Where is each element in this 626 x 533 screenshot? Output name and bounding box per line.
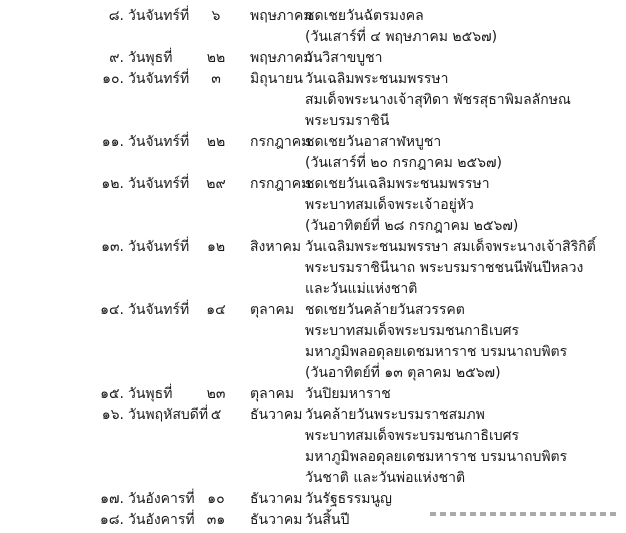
entry-month: พฤษภาคม: [250, 8, 313, 24]
entry-description-line: วันสิ้นปี: [305, 512, 350, 528]
holiday-entry: [0, 491, 626, 512]
entry-weekday: วันพุธที่: [128, 50, 173, 66]
entry-description-line: พระบาทสมเด็จพระบรมชนกาธิเบศร: [305, 323, 520, 339]
holiday-entry: [0, 71, 626, 134]
holiday-entry: [0, 386, 626, 407]
entry-weekday: วันจันทร์ที่: [128, 302, 190, 318]
holiday-entry: [0, 50, 626, 71]
entry-month: กรกฎาคม: [250, 134, 311, 150]
holiday-entry: [0, 134, 626, 176]
entry-description-line: ชดเชยวันฉัตรมงคล: [305, 8, 424, 24]
entry-number: ๑๓.: [101, 239, 124, 255]
entry-month: ธันวาคม: [250, 491, 303, 507]
holiday-entry: [0, 8, 626, 50]
entry-month: ธันวาคม: [250, 512, 303, 528]
entry-date: ๒๓: [206, 386, 226, 402]
entry-number: ๑๖.: [101, 407, 124, 423]
holiday-entry: [0, 302, 626, 386]
entry-number: ๙.: [109, 50, 124, 66]
entry-weekday: วันจันทร์ที่: [128, 71, 190, 87]
entry-month: กรกฎาคม: [250, 176, 311, 192]
entry-number: ๑๐.: [102, 71, 124, 87]
entry-number: ๑๔.: [100, 302, 124, 318]
entry-weekday: วันจันทร์ที่: [128, 8, 190, 24]
entry-date: ๑๔: [206, 302, 226, 318]
entry-weekday: วันพฤหัสบดีที่: [128, 407, 209, 423]
entry-description-line: วันเฉลิมพระชนมพรรษา: [305, 71, 449, 87]
holiday-entry: [0, 176, 626, 239]
entry-description-line: พระบรมราชินีนาถ พระบรมราชชนนีพันปีหลวง: [305, 260, 584, 276]
entry-date: ๖: [211, 8, 221, 24]
entry-description-line: วันชาติ และวันพ่อแห่งชาติ: [305, 470, 466, 486]
scan-artifact: [430, 512, 620, 516]
entry-number: ๑๕.: [100, 386, 124, 402]
entry-date: ๑๒: [206, 239, 226, 255]
entry-weekday: วันอังคารที่: [128, 491, 195, 507]
entry-weekday: วันอังคารที่: [128, 512, 195, 528]
entry-description-line: วันรัฐธรรมนูญ: [305, 491, 392, 507]
entry-date: ๒๒: [206, 50, 226, 66]
entry-description-line: วันเฉลิมพระชนมพรรษา สมเด็จพระนางเจ้าสิริกิติ์: [305, 239, 596, 255]
entry-description-line: วันปิยมหาราช: [305, 386, 391, 402]
entry-description-line: สมเด็จพระนางเจ้าสุทิดา พัชรสุธาพิมลลักษณ: [305, 92, 571, 108]
entry-description-line: ชดเชยวันอาสาฬหบูชา: [305, 134, 442, 150]
entry-description-line: ชดเชยวันเฉลิมพระชนมพรรษา: [305, 176, 490, 192]
entry-description-line: วันวิสาขบูชา: [305, 50, 383, 66]
entry-date: ๒๒: [206, 134, 226, 150]
entry-description-line: (วันเสาร์ที่ ๔ พฤษภาคม ๒๕๖๗): [305, 29, 498, 45]
holiday-entry: [0, 239, 626, 302]
entry-date: ๒๙: [206, 176, 226, 192]
entry-number: ๑๗.: [100, 491, 124, 507]
entry-weekday: วันจันทร์ที่: [128, 176, 190, 192]
entry-month: ธันวาคม: [250, 407, 303, 423]
entry-description-line: (วันอาทิตย์ที่ ๑๓ ตุลาคม ๒๕๖๗): [305, 365, 501, 381]
entry-number: ๘.: [108, 8, 124, 24]
entry-description-line: ชดเชยวันคล้ายวันสวรรคต: [305, 302, 465, 318]
entry-description-line: มหาภูมิพลอดุลยเดชมหาราช บรมนาถบพิตร: [305, 449, 568, 465]
entry-description-line: พระบรมราชินี: [305, 113, 390, 129]
entry-description-line: (วันเสาร์ที่ ๒๐ กรกฎาคม ๒๕๖๗): [305, 155, 502, 171]
entry-date: ๑๐: [207, 491, 225, 507]
entry-month: ตุลาคม: [250, 386, 295, 402]
entry-description-line: พระบาทสมเด็จพระเจ้าอยู่หัว: [305, 197, 474, 213]
entry-description-line: พระบาทสมเด็จพระบรมชนกาธิเบศร: [305, 428, 520, 444]
entry-description-line: และวันแม่แห่งชาติ: [305, 281, 418, 297]
entry-description-line: มหาภูมิพลอดุลยเดชมหาราช บรมนาถบพิตร: [305, 344, 568, 360]
holiday-entry: [0, 407, 626, 491]
entry-description-line: (วันอาทิตย์ที่ ๒๘ กรกฎาคม ๒๕๖๗): [305, 218, 519, 234]
entry-description-line: วันคล้ายวันพระบรมราชสมภพ: [305, 407, 485, 423]
entry-date: ๕: [210, 407, 222, 423]
entry-month: สิงหาคม: [250, 239, 302, 255]
entry-date: ๓๑: [206, 512, 226, 528]
entry-month: พฤษภาคม: [250, 50, 313, 66]
entry-date: ๓: [211, 71, 221, 87]
entry-weekday: วันจันทร์ที่: [128, 239, 190, 255]
entry-month: ตุลาคม: [250, 302, 295, 318]
entry-number: ๑๘.: [99, 512, 124, 528]
entry-number: ๑๒.: [101, 176, 124, 192]
entry-month: มิถุนายน: [250, 71, 303, 87]
entry-weekday: วันพุธที่: [128, 386, 173, 402]
entry-weekday: วันจันทร์ที่: [128, 134, 190, 150]
entry-number: ๑๑.: [101, 134, 124, 150]
